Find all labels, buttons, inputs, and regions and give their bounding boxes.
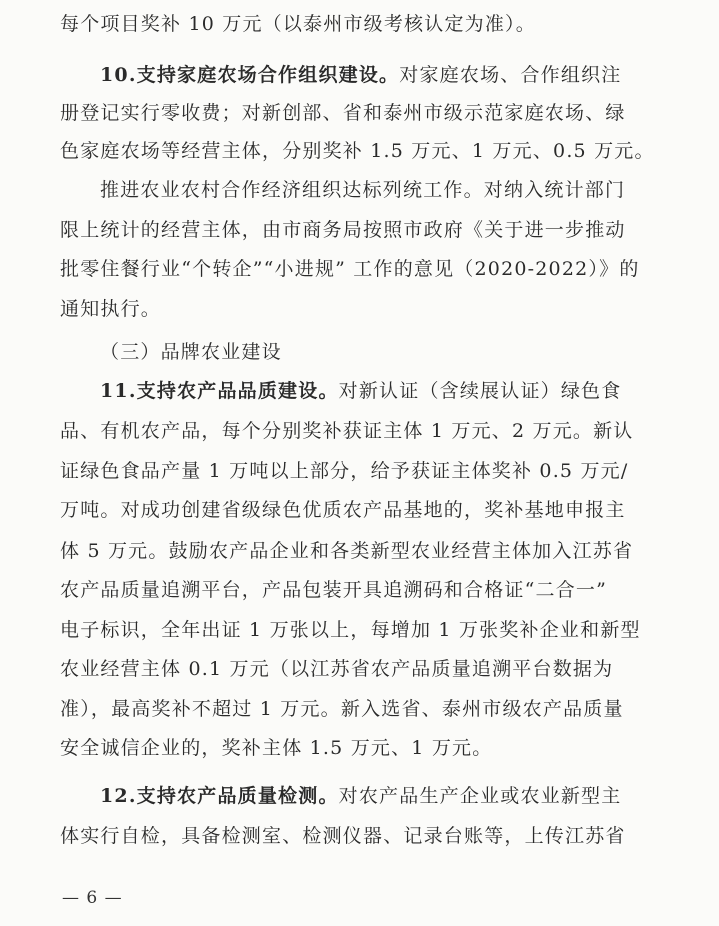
paragraph-10-first-line (100, 63, 700, 87)
paragraph-11-first-line (100, 379, 700, 403)
text-line: 推进农业农村合作经济组织达标列统工作。对纳入统计部门 (100, 179, 626, 201)
text-line: 每个项目奖补 10 万元（以泰州市级考核认定为准）。 (60, 13, 536, 35)
text-line: 体实行自检，具备检测室、检测仪器、记录台账等，上传江苏省 (60, 825, 626, 847)
text-run: 对新认证（含续展认证）绿色食 (338, 380, 622, 402)
text-line: 万吨。对成功创建省级绿色优质农产品基地的，奖补基地申报主 (60, 499, 626, 521)
text-line: 色家庭农场等经营主体，分别奖补 1.5 万元、1 万元、0.5 万元。 (60, 140, 655, 162)
paragraph-12-first-line (100, 784, 700, 808)
text-line: 批零住餐行业“个转企”“小进规” 工作的意见（2020-2022）》的 (60, 258, 640, 280)
text-line: 准），最高奖补不超过 1 万元。新入选省、泰州市级农产品质量 (60, 698, 624, 720)
text-line: 农业经营主体 0.1 万元（以江苏省农产品质量追溯平台数据为 (60, 658, 614, 680)
text-line: 体 5 万元。鼓励农产品企业和各类新型农业经营主体加入江苏省 (60, 540, 634, 562)
subsection-heading: （三）品牌农业建设 (100, 341, 282, 363)
text-line: 品、有机农产品，每个分别奖补获证主体 1 万元、2 万元。新认 (60, 420, 634, 442)
text-line: 册登记实行零收费；对新创部、省和泰州市级示范家庭农场、绿 (60, 102, 626, 124)
text-run: 对农产品生产企业或农业新型主 (338, 785, 622, 807)
text-line: 农产品质量追溯平台，产品包装开具追溯码和合格证“二合一” (60, 579, 608, 601)
text-run: 对家庭农场、合作组织注 (399, 64, 622, 86)
section-heading: 10.支持家庭农场合作组织建设。 (100, 64, 400, 86)
text-line: 通知执行。 (60, 298, 162, 320)
text-line: 证绿色食品产量 1 万吨以上部分，给予获证主体奖补 0.5 万元/ (60, 460, 629, 482)
section-heading: 12.支持农产品质量检测。 (100, 785, 339, 807)
text-line: 安全诚信企业的，奖补主体 1.5 万元、1 万元。 (60, 737, 493, 759)
page-number: — 6 — (62, 888, 123, 908)
section-heading: 11.支持农产品品质建设。 (100, 380, 339, 402)
text-line: 电子标识，全年出证 1 万张以上，每增加 1 万张奖补企业和新型 (60, 619, 641, 641)
text-line: 限上统计的经营主体，由市商务局按照市政府《关于进一步推动 (60, 219, 626, 241)
